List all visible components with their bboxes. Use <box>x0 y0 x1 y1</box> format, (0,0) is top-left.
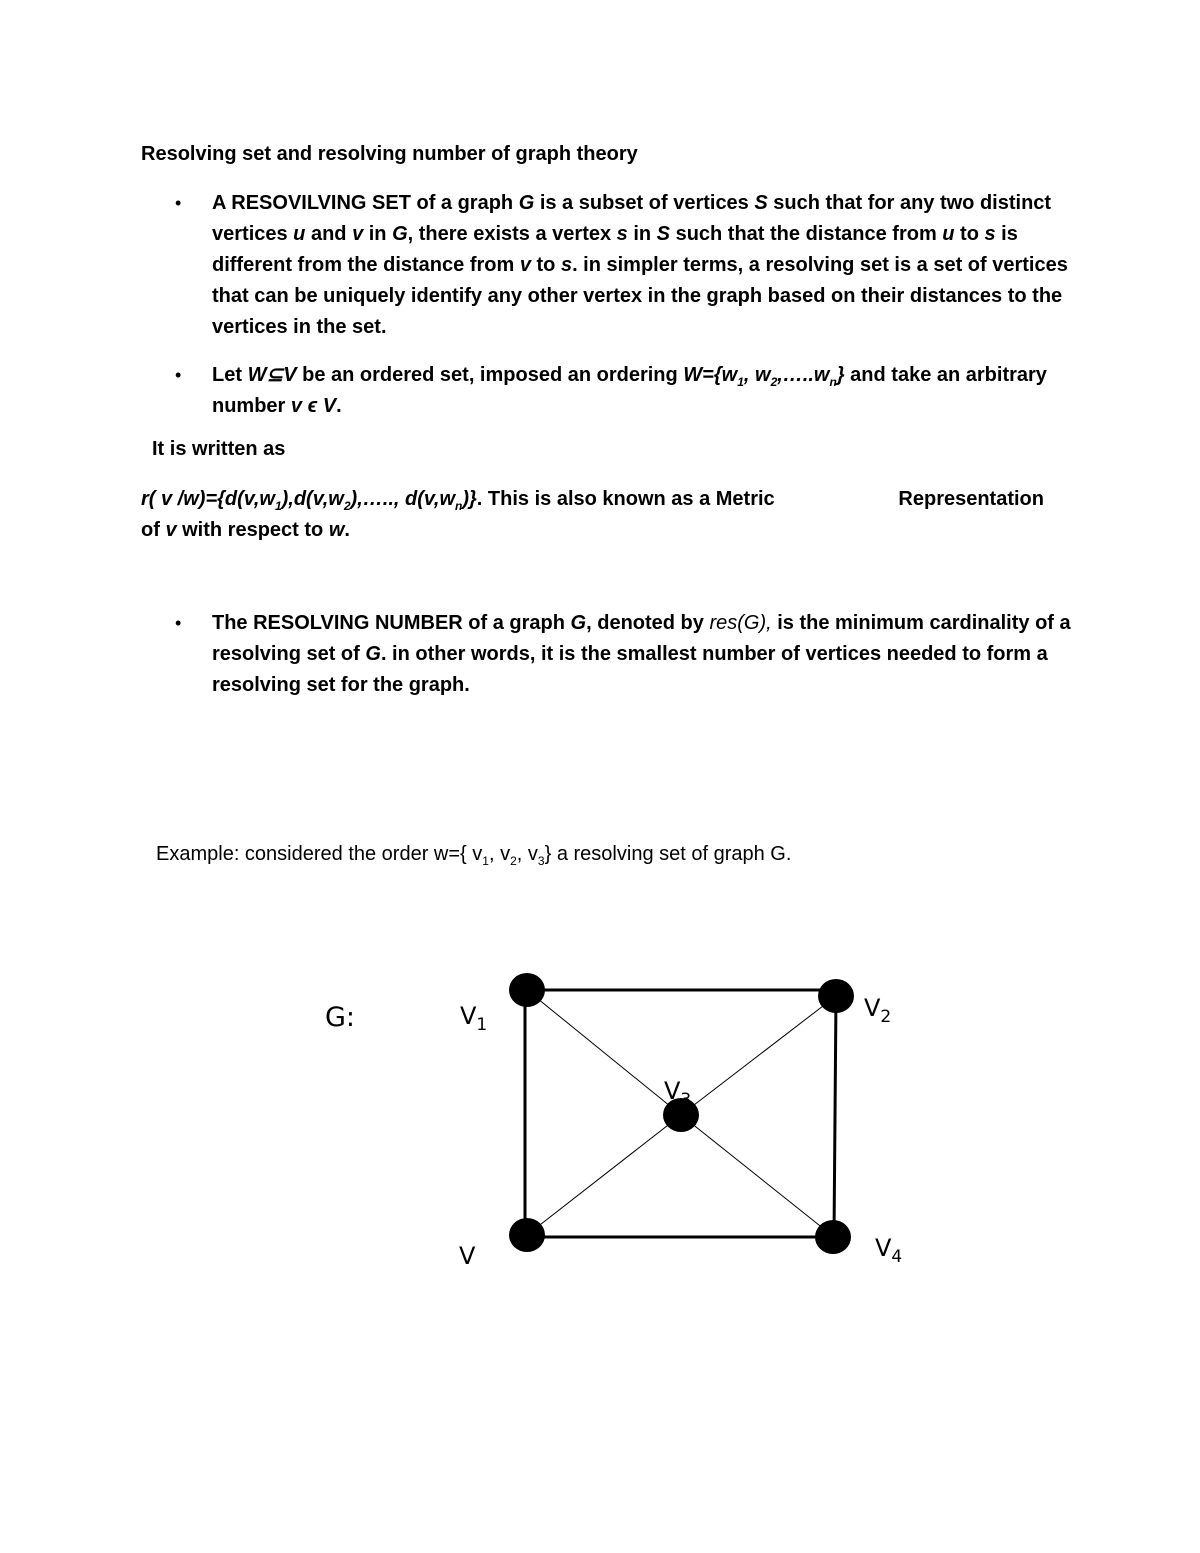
math-var: s <box>616 223 628 245</box>
text: such that for any two distinct vertices <box>212 192 1052 245</box>
text: . in other words, it is the smallest number of vertices needed to form a resolving set for the graph. <box>212 643 1048 696</box>
label-v4 <box>875 1234 902 1267</box>
edge-v2-v4 <box>834 996 836 1237</box>
document-title: Resolving set and resolving number of graph theory <box>141 143 638 165</box>
math-var: G <box>392 223 408 245</box>
math-var: s <box>984 223 996 245</box>
text: } <box>836 364 845 386</box>
math-var: v ϵ V <box>290 395 337 417</box>
text: . This is also known as a Metric <box>476 488 775 510</box>
math-var: W⊆V <box>247 364 297 386</box>
text: such that the distance from <box>670 223 943 245</box>
label-subscript: 3 <box>680 1090 692 1110</box>
label-v: V <box>459 1242 476 1270</box>
text: , v <box>516 843 538 865</box>
label-text: V <box>864 994 881 1022</box>
text: to <box>954 223 985 245</box>
math-var: v <box>165 519 177 541</box>
label-v1 <box>460 1002 487 1035</box>
label-v2 <box>864 994 891 1027</box>
subscript: 2 <box>343 499 351 513</box>
text: . in simpler terms, a resolving set is a set of vertices that can be uniquely identify any other vertex in the graph based on their distances to the vertices in the set. <box>212 254 1068 338</box>
text: and take an arbitrary number <box>212 364 1047 417</box>
edge-v2-v3 <box>681 996 836 1115</box>
vertex-v1 <box>509 973 545 1007</box>
text: . <box>344 519 350 541</box>
graph-name-label: G: <box>325 1002 356 1033</box>
math-var: s <box>560 254 573 276</box>
text: is the minimum cardinality of a resolving set of <box>212 612 1071 665</box>
math-var: S <box>656 223 671 245</box>
text: of <box>141 519 166 541</box>
subscript: 1 <box>737 375 744 389</box>
text: in <box>363 223 393 245</box>
text: A RESOVILVING SET of a graph <box>212 192 519 214</box>
text: Representation <box>898 488 1044 510</box>
subscript: 3 <box>537 854 545 868</box>
math-var: S <box>754 192 768 214</box>
text: with respect to <box>176 519 329 541</box>
edge-v4-v3 <box>681 1115 834 1237</box>
label-subscript: 2 <box>880 1007 892 1027</box>
text: , v <box>488 843 511 865</box>
vertex-v4 <box>815 1220 851 1254</box>
text: ),….., d(v,w <box>350 488 455 510</box>
text: is a subset of vertices <box>534 192 755 214</box>
label-text: V <box>664 1077 681 1105</box>
text: , denoted by <box>586 612 710 634</box>
label-subscript: 1 <box>476 1015 488 1035</box>
label-text: V <box>460 1002 477 1030</box>
text: . <box>336 395 342 417</box>
subscript: 1 <box>482 854 489 868</box>
subscript: 2 <box>770 375 778 389</box>
text: ),d(v,w <box>281 488 344 510</box>
text: be an ordered set, imposed an ordering <box>296 364 684 386</box>
vertex-v2 <box>818 979 854 1013</box>
edge-v1-v3 <box>527 990 681 1115</box>
text: } a resolving set of graph G. <box>544 843 792 865</box>
text: The RESOLVING NUMBER of a graph <box>212 612 571 634</box>
math-var: u <box>942 223 955 245</box>
text: )} <box>462 488 477 510</box>
math-var: v <box>352 223 364 245</box>
text: Let <box>212 364 248 386</box>
label-subscript: 4 <box>891 1247 903 1267</box>
text: W={w <box>683 364 738 386</box>
bullet-dot-icon: • <box>175 193 182 213</box>
text: Example: considered the order w={ v <box>156 843 483 865</box>
subscript: n <box>455 499 463 513</box>
math-var: w <box>328 519 345 541</box>
text: ,…..w <box>777 364 830 386</box>
subscript: 1 <box>274 499 282 513</box>
text: in <box>627 223 657 245</box>
math-var: G <box>518 192 535 214</box>
bullet-dot-icon: • <box>175 365 182 385</box>
subscript: 2 <box>510 854 517 868</box>
label-text: V <box>875 1234 892 1262</box>
math-var: G <box>570 612 587 634</box>
math-var: v <box>519 254 531 276</box>
subscript: n <box>829 375 837 389</box>
text: is different from the distance from <box>212 223 1018 276</box>
math-var: u <box>293 223 306 245</box>
bullet-dot-icon: • <box>175 613 182 633</box>
edge-v-v3 <box>527 1115 681 1235</box>
vertex-v <box>509 1218 545 1252</box>
text: and <box>305 223 353 245</box>
math-var: res(G), <box>709 612 772 634</box>
text: to <box>530 254 561 276</box>
text: r( v /w)={d(v,w <box>141 488 275 510</box>
text: , there exists a vertex <box>407 223 617 245</box>
written-as-line: It is written as <box>152 438 286 460</box>
math-var: G <box>365 643 381 665</box>
text: , w <box>743 364 771 386</box>
